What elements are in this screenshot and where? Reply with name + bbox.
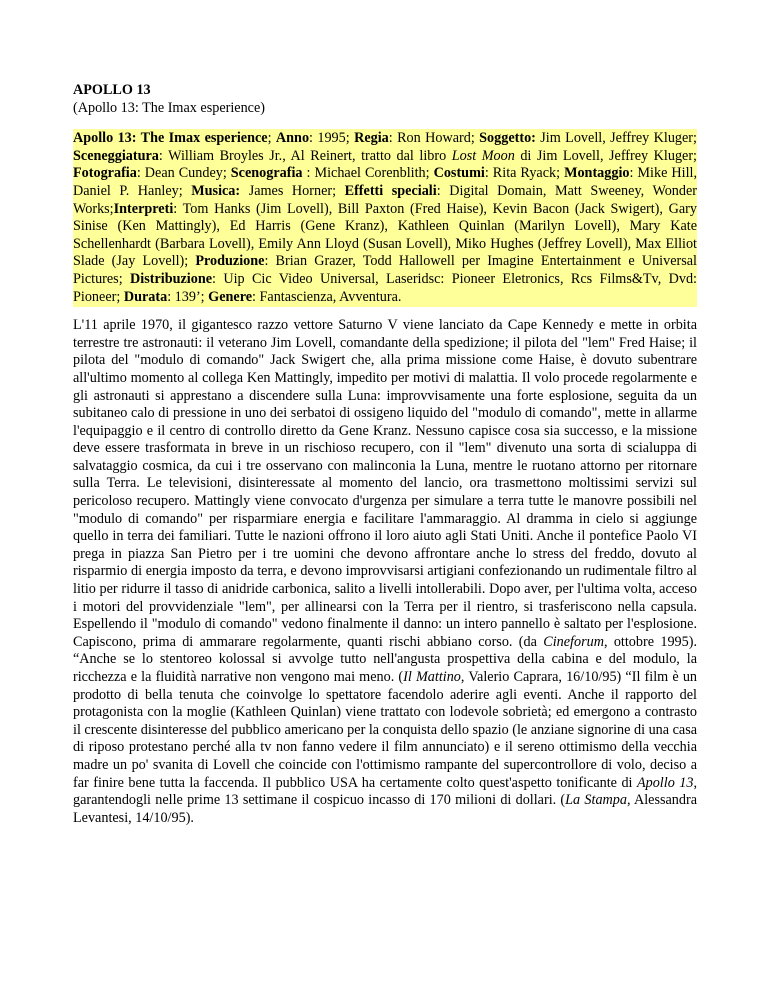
credit-value: : Digital Domain, Matt Sweeney, Wonder Works; (73, 182, 698, 217)
credit-value: : Uip Cic Video Universal, Laseridsc: Pioneer Eletronics, Rcs Films&Tv, Dvd: Pioneer; (73, 270, 697, 305)
credit-label: Regia (354, 130, 389, 147)
credit-value: : Brian Grazer, Todd Hallowell per Imagine Entertainment e Universal Pictures; (73, 253, 697, 287)
credit-label: Soggetto: (479, 130, 536, 147)
credit-label: Genere (208, 288, 253, 305)
credit-label: Produzione (195, 253, 265, 270)
credit-value: di Jim Lovell, Jeffrey Kluger; (514, 147, 698, 164)
credit-label: Distribuzione (130, 270, 213, 287)
credit-value: : Dean Cundey; (136, 165, 231, 182)
plot-segment: , Alessandra Levantesi, 14/10/95). (73, 792, 698, 826)
source-title: La Stampa (565, 792, 627, 809)
film-subtitle: (Apollo 13: The Imax esperience) (73, 99, 265, 116)
credit-value: : Ron Howard; (388, 130, 480, 147)
credit-value: : Michael Corenblith; (302, 165, 434, 182)
credit-label: Interpreti (113, 200, 174, 217)
credit-value: : 139’; (167, 288, 209, 305)
credit-label: Anno (275, 130, 310, 147)
credit-value: : 1995; (309, 130, 355, 147)
credit-label: Costumi (433, 165, 485, 182)
credit-label: Effetti speciali (344, 182, 437, 199)
credit-value: : Mike Hill, Daniel P. Hanley; (73, 165, 697, 199)
source-title: Il Mattino (403, 669, 461, 685)
plot-segment: L'11 aprile 1970, il gigantesco razzo vettore Saturno V viene lanciato da Cape Kennedy e mette in orbita terrestre tre astronauti: il veterano Jim Lovell, comandante della spedizione; il pilota del "lem" Fred Haise; il pilota del "modulo di comando" Jack Swigert che, alla prima missione come Haise, è dovuto subentrare all'ultimo momento al collega Ken Mattingly, impedito per motivi di malattia. Il volo procede regolarmente e gli astronauti si apprestano a discendere sulla Luna: improvvisamente una forte esplosione, seguita da un subitaneo calo di pressione in uno dei serbatoi di ossigeno liquido del "modulo di comando", mette in allarme l'equipaggio e il centro di controllo diretto da Gene Kranz. Nessuno capisce cosa sia successo, e la missione deve essere trasformata in breve in un rischioso recupero, con il "lem" divenuto una sorta di scialuppa di salvataggio cosmica, da cui i tre osservano con malinconia la Luna, mentre le ruotano attorno per ritornare sulla Terra. Le televisioni, disinteressate al momento del lancio, ora trasmettono moltissimi servizi sul pericoloso recupero. Mattingly viene convocato d'urgenza per simulare a terra tutte le manovre possibili nel "modulo di comando" per risparmiare energia e facilitare l'ammaraggio. Al dramma in cielo si aggiunge quello in terra dei familiari. Tutte le nazioni offrono il loro aiuto agli Stati Uniti. Anche il pontefice Paolo VI prega in piazza San Pietro per i tre uomini che devono affrontare anche lo stress del freddo, dovuto al risparmio di energia imposto da terra, e devono improvvisarsi artigiani confezionando un rudimentale filtro al litio per ridurre il tasso di anidride carbonica, salito a livelli intollerabili. Dopo aver, per l'ultima volta, acceso i motori del provvidenziale "lem", per allinearsi con la Terra per il rientro, si trasferiscono nella capsula. Espellendo il "modulo di comando" vedono finalmente il danno: un intero pannello è saltato per l'esplosione. Capiscono, prima di ammarare regolarmente, quanti rischi abbiano corso. (da (73, 317, 697, 650)
plot-segment: , ottobre 1995). “Anche se lo stentoreo kolossal si avvolge tutto nell'angusta prospettiva della cabina e del modulo, la ricchezza e la fluidità narrative non vengono mai meno. ( (73, 633, 697, 685)
credit-value: James Horner; (240, 182, 345, 199)
plot-segment: , Valerio Caprara, 16/10/95) “Il film è un prodotto di bella tenuta che coinvolge lo spettatore facendolo aderire agli eventi. Anche il rapporto del protagonista con la moglie (Kathleen Quinlan) viene trattato con lodevole sobrietà; ed emergono a contrasto il crescente disinteresse del pubblico americano per la conquista dello spazio (le anziane signorine di una casa di riposo protestano perché alla tv non fanno vedere il film annunciato) e il sereno ottimismo della vecchia madre un po' svanita di Lovell che coincide con l'ottimismo rampante del supercontrollore di volo, deciso a far finire bene tutta la faccenda. Il pubblico USA ha certamente colto quest'aspetto tonificante di (73, 669, 698, 791)
credit-label: Sceneggiatura (73, 147, 159, 164)
credit-label: Scenografia (230, 165, 303, 182)
credit-value: : Tom Hanks (Jim Lovell), Bill Paxton (Fred Haise), Kevin Bacon (Jack Swigert), Gary Sinise (Ken Mattingly), Ed Harris (Gene Kranz), Kathleen Quinlan (Marilyn Lovell), Mary Kate Schellenhardt (Barbara Lovell), Emily Ann Lloyd (Susan Lovell), Miko Hughes (Jeffrey Lovell), Max Elliot Slade (Jay Lovell); (73, 200, 697, 270)
credit-label: Fotografia (73, 165, 137, 182)
plot-segment: , garantendogli nelle prime 13 settimane il cospicuo incasso di 170 milioni di dollari. ( (73, 774, 697, 809)
credit-label: Durata (123, 288, 168, 305)
film-title: APOLLO 13 (73, 82, 151, 98)
credit-value: ; (267, 130, 276, 147)
credit-value: Jim Lovell, Jeffrey Kluger; (535, 130, 697, 147)
source-title: Cineforum (543, 633, 604, 650)
credit-value: : Rita Ryack; (484, 165, 565, 182)
credit-italic: Lost Moon (451, 147, 515, 164)
document-page (73, 82, 697, 827)
credit-label: Apollo 13: The Imax esperience (73, 130, 268, 147)
credits-block (73, 129, 697, 307)
plot-text (73, 317, 697, 827)
credit-label: Musica: (191, 182, 241, 199)
credit-label: Montaggio (564, 165, 630, 182)
credit-value: : William Broyles Jr., Al Reinert, tratto dal libro (158, 147, 452, 164)
source-title: Apollo 13 (636, 774, 694, 791)
credit-value: : Fantascienza, Avventura. (252, 288, 402, 305)
